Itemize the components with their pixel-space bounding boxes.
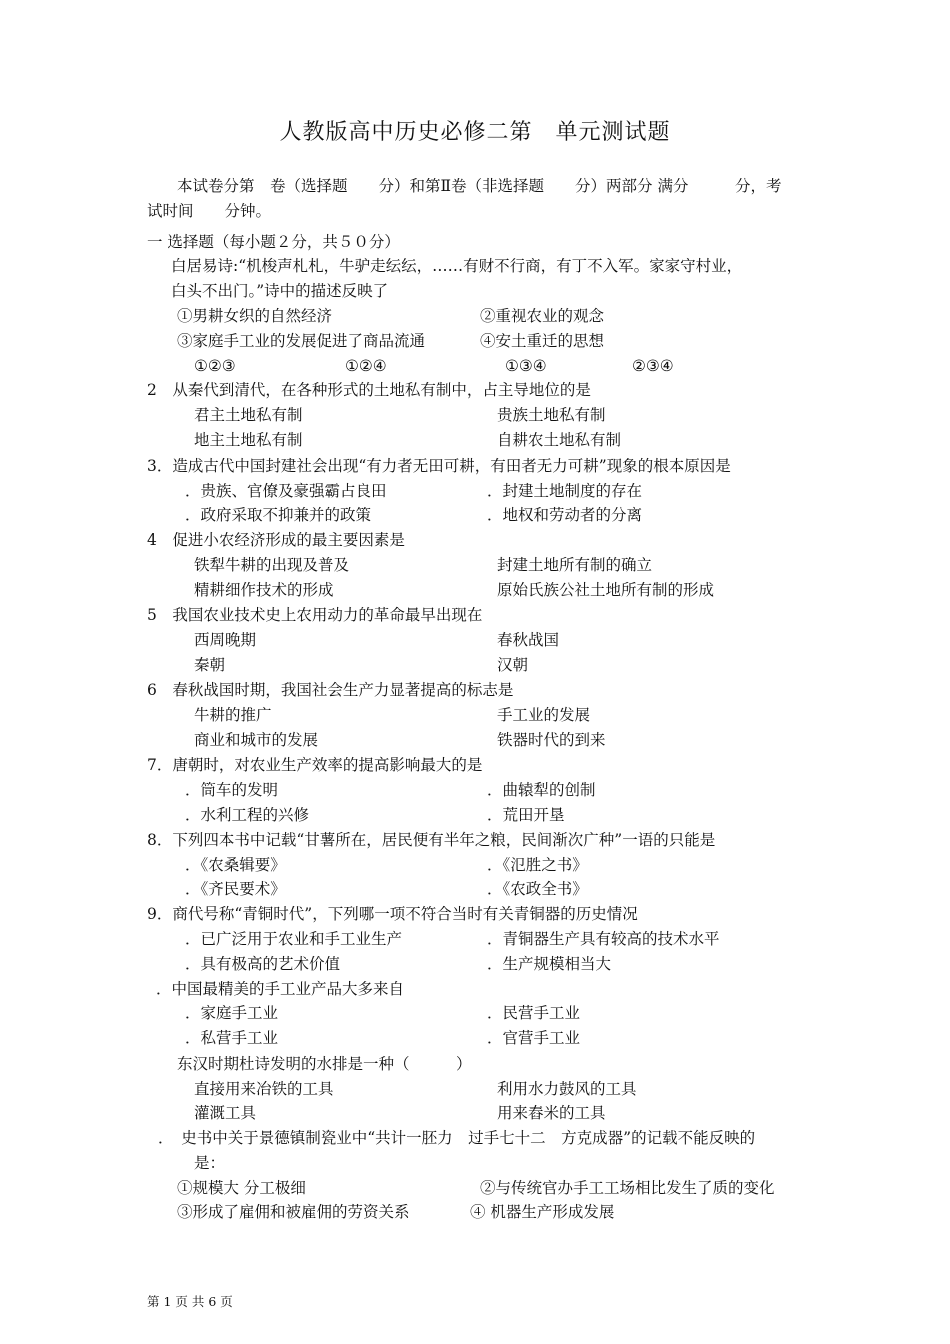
statement: ③家庭手工业的发展促进了商品流通 — [177, 332, 426, 350]
option: ①③④ — [505, 357, 547, 375]
option: ．筒车的发明 — [185, 781, 279, 799]
option: 商业和城市的发展 — [194, 731, 319, 749]
option: 直接用来冶铁的工具 — [194, 1080, 334, 1098]
question-text: 7．唐朝时，对农业生产效率的提高影响最大的是 — [147, 756, 483, 774]
question-text: 6 春秋战国时期，我国社会生产力显著提高的标志是 — [147, 681, 514, 699]
option: 精耕细作技术的形成 — [194, 581, 334, 599]
option: ．《齐民要术》 — [185, 880, 286, 898]
question-text: 8．下列四本书中记载“甘薯所在，居民便有半年之粮，民间渐次广种”一语的只能是 — [147, 831, 716, 849]
question-text: 5 我国农业技术史上农用动力的革命最早出现在 — [147, 606, 483, 624]
option: 利用水力鼓风的工具 — [497, 1080, 637, 1098]
option: ．政府采取不抑兼并的政策 — [185, 506, 372, 524]
option: ．曲辕犁的创制 — [487, 781, 596, 799]
option: 灌溉工具 — [194, 1104, 257, 1122]
statement: ④安土重迁的思想 — [480, 332, 605, 350]
option: ．青铜器生产具有较高的技术水平 — [487, 930, 720, 948]
page-footer: 第 1 页 共 6 页 — [147, 1294, 233, 1309]
option: 铁犁牛耕的出现及普及 — [194, 556, 350, 574]
option: ①②④ — [345, 357, 387, 375]
option: 春秋战国 — [497, 631, 560, 649]
option: ．荒田开垦 — [487, 806, 565, 824]
question-text: 白居易诗:“机梭声札札，牛驴走纭纭，……有财不行商，有丁不入军。家家守村业， — [171, 257, 743, 275]
question-text: ．中国最精美的手工业产品大多来自 — [156, 980, 405, 998]
statement: ②重视农业的观念 — [480, 307, 605, 325]
option: ．《氾胜之书》 — [487, 856, 588, 874]
statement: ②与传统官办手工工场相比发生了质的变化 — [480, 1179, 775, 1197]
statement: ③形成了雇佣和被雇佣的劳资关系 — [177, 1203, 410, 1221]
question-text: 白头不出门。”诗中的描述反映了 — [171, 282, 389, 300]
option: 秦朝 — [194, 656, 226, 674]
option: ．《农桑辑要》 — [185, 856, 286, 874]
intro-line-2: 试时间 分钟。 — [147, 202, 272, 220]
question-text: 3．造成古代中国封建社会出现“有力者无田可耕，有田者无力可耕”现象的根本原因是 — [147, 457, 731, 475]
option: ．私营手工业 — [185, 1029, 279, 1047]
option: ．具有极高的艺术价值 — [185, 955, 341, 973]
option: 自耕农土地私有制 — [497, 431, 622, 449]
option: 贵族土地私有制 — [497, 406, 606, 424]
option: 牛耕的推广 — [194, 706, 272, 724]
option: ①②③ — [194, 357, 236, 375]
statement: ④ 机器生产形成发展 — [470, 1203, 615, 1221]
statement: ①规模大 分工极细 — [177, 1179, 306, 1197]
option: 地主土地私有制 — [194, 431, 303, 449]
option: ．地权和劳动者的分离 — [487, 506, 643, 524]
page-title: 人教版高中历史必修二第 单元测试题 — [279, 120, 671, 145]
option: 西周晚期 — [194, 631, 257, 649]
option: 铁器时代的到来 — [497, 731, 606, 749]
question-text: 是： — [194, 1154, 226, 1172]
option: 原始氏族公社土地所有制的形成 — [497, 581, 715, 599]
question-text: 4 促进小农经济形成的最主要因素是 — [147, 531, 405, 549]
option: 君主土地私有制 — [194, 406, 303, 424]
option: ．家庭手工业 — [185, 1004, 279, 1022]
option: ．水利工程的兴修 — [185, 806, 310, 824]
question-text: ． 史书中关于景德镇制瓷业中“共计一胚力 过手七十二 方克成器”的记载不能反映的 — [158, 1129, 756, 1147]
option: 手工业的发展 — [497, 706, 591, 724]
question-text: 东汉时期杜诗发明的水排是一种（ ） — [177, 1055, 472, 1073]
statement: ①男耕女织的自然经济 — [177, 307, 333, 325]
option: ．贵族、官僚及豪强霸占良田 — [185, 482, 387, 500]
section-heading: 一 选择题（每小题２分，共５０分） — [147, 233, 400, 251]
question-text: 2 从秦代到清代，在各种形式的土地私有制中，占主导地位的是 — [147, 381, 591, 399]
option: ．民营手工业 — [487, 1004, 581, 1022]
option: ．官营手工业 — [487, 1029, 581, 1047]
option: ．已广泛用于农业和手工业生产 — [185, 930, 403, 948]
option: ．《农政全书》 — [487, 880, 588, 898]
option: ．生产规模相当大 — [487, 955, 612, 973]
question-text: 9．商代号称“青铜时代”，下列哪一项不符合当时有关青铜器的历史情况 — [147, 905, 638, 923]
option: ②③④ — [632, 357, 674, 375]
option: 汉朝 — [497, 656, 529, 674]
option: 封建土地所有制的确立 — [497, 556, 653, 574]
option: 用来舂米的工具 — [497, 1104, 606, 1122]
intro-line-1: 本试卷分第 卷（选择题 分）和第Ⅱ卷（非选择题 分）两部分 满分 分，考 — [177, 177, 782, 195]
option: ．封建土地制度的存在 — [487, 482, 643, 500]
